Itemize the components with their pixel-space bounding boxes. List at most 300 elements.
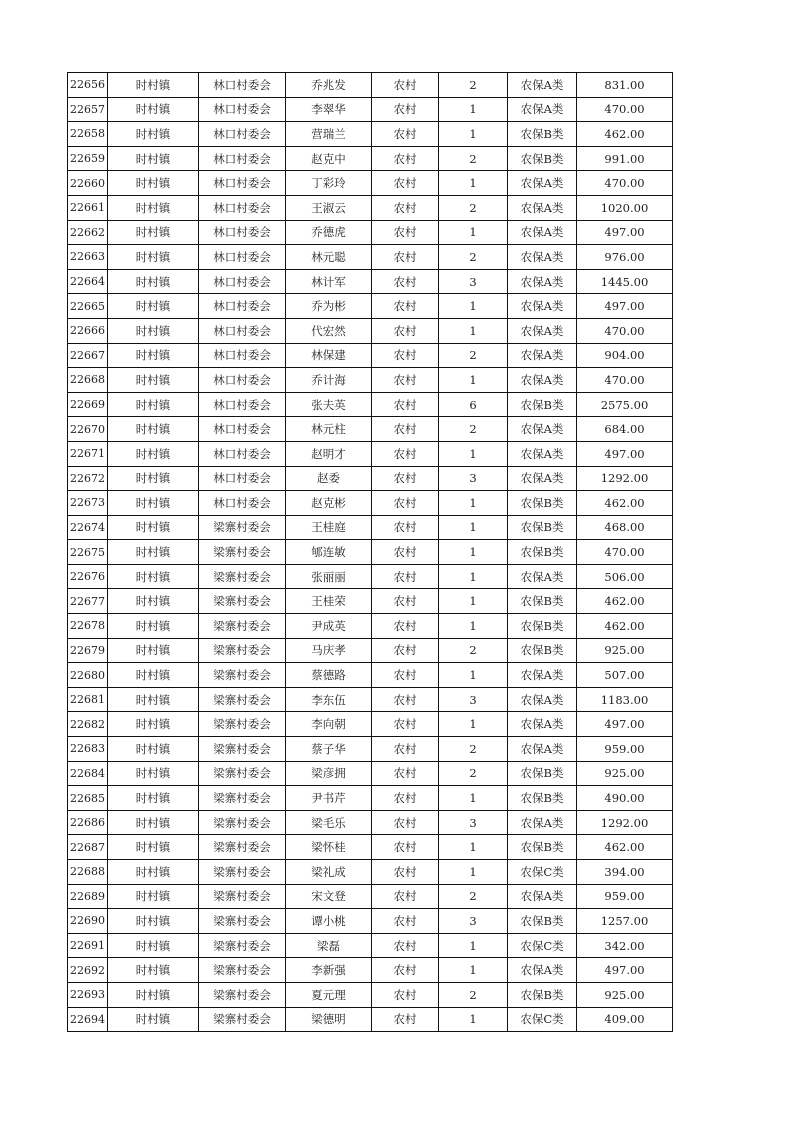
insurance-class-cell: 农保A类	[508, 220, 577, 245]
household-size-cell: 1	[439, 786, 508, 811]
household-size-cell: 2	[439, 245, 508, 270]
area-type-cell: 农村	[372, 417, 439, 442]
table-row	[68, 269, 673, 294]
record-id-cell: 22668	[68, 368, 108, 393]
record-id-cell: 22657	[68, 97, 108, 122]
insurance-class-cell: 农保C类	[508, 933, 577, 958]
amount-cell: 925.00	[577, 982, 673, 1007]
insurance-class-cell: 农保C类	[508, 860, 577, 885]
amount-cell: 1257.00	[577, 909, 673, 934]
record-id-cell: 22690	[68, 909, 108, 934]
insurance-class-cell: 农保A类	[508, 712, 577, 737]
town-cell: 时村镇	[108, 171, 199, 196]
insurance-class-cell: 农保B类	[508, 122, 577, 147]
table-row	[68, 958, 673, 983]
amount-cell: 507.00	[577, 663, 673, 688]
insurance-class-cell: 农保A类	[508, 417, 577, 442]
village-committee-cell: 梁寨村委会	[199, 515, 286, 540]
amount-cell: 976.00	[577, 245, 673, 270]
person-name-cell: 宋文登	[286, 884, 372, 909]
insurance-class-cell: 农保B类	[508, 146, 577, 171]
village-committee-cell: 林口村委会	[199, 73, 286, 98]
insurance-class-cell: 农保B类	[508, 786, 577, 811]
person-name-cell: 张丽丽	[286, 564, 372, 589]
town-cell: 时村镇	[108, 687, 199, 712]
record-id-cell: 22676	[68, 564, 108, 589]
town-cell: 时村镇	[108, 933, 199, 958]
table-row	[68, 441, 673, 466]
area-type-cell: 农村	[372, 1007, 439, 1032]
table-row	[68, 540, 673, 565]
amount-cell: 468.00	[577, 515, 673, 540]
record-id-cell: 22694	[68, 1007, 108, 1032]
area-type-cell: 农村	[372, 540, 439, 565]
table-row	[68, 982, 673, 1007]
area-type-cell: 农村	[372, 245, 439, 270]
amount-cell: 991.00	[577, 146, 673, 171]
record-id-cell: 22683	[68, 737, 108, 762]
area-type-cell: 农村	[372, 712, 439, 737]
village-committee-cell: 林口村委会	[199, 269, 286, 294]
village-committee-cell: 林口村委会	[199, 417, 286, 442]
village-committee-cell: 梁寨村委会	[199, 638, 286, 663]
record-id-cell: 22661	[68, 195, 108, 220]
person-name-cell: 赵克彬	[286, 491, 372, 516]
village-committee-cell: 梁寨村委会	[199, 835, 286, 860]
amount-cell: 497.00	[577, 220, 673, 245]
record-id-cell: 22691	[68, 933, 108, 958]
insurance-class-cell: 农保B类	[508, 515, 577, 540]
person-name-cell: 乔兆发	[286, 73, 372, 98]
village-committee-cell: 梁寨村委会	[199, 564, 286, 589]
village-committee-cell: 梁寨村委会	[199, 1007, 286, 1032]
table-row	[68, 146, 673, 171]
person-name-cell: 梁德明	[286, 1007, 372, 1032]
household-size-cell: 1	[439, 318, 508, 343]
record-id-cell: 22663	[68, 245, 108, 270]
record-id-cell: 22665	[68, 294, 108, 319]
village-committee-cell: 林口村委会	[199, 122, 286, 147]
household-size-cell: 1	[439, 835, 508, 860]
person-name-cell: 蔡子华	[286, 737, 372, 762]
household-size-cell: 1	[439, 97, 508, 122]
insurance-class-cell: 农保B类	[508, 491, 577, 516]
record-id-cell: 22692	[68, 958, 108, 983]
amount-cell: 959.00	[577, 737, 673, 762]
amount-cell: 342.00	[577, 933, 673, 958]
amount-cell: 1183.00	[577, 687, 673, 712]
person-name-cell: 王桂庭	[286, 515, 372, 540]
person-name-cell: 王淑云	[286, 195, 372, 220]
person-name-cell: 乔德虎	[286, 220, 372, 245]
table-row	[68, 614, 673, 639]
village-committee-cell: 林口村委会	[199, 97, 286, 122]
person-name-cell: 梁毛乐	[286, 810, 372, 835]
town-cell: 时村镇	[108, 441, 199, 466]
area-type-cell: 农村	[372, 687, 439, 712]
person-name-cell: 梁礼成	[286, 860, 372, 885]
household-size-cell: 2	[439, 737, 508, 762]
area-type-cell: 农村	[372, 269, 439, 294]
town-cell: 时村镇	[108, 786, 199, 811]
insurance-class-cell: 农保A类	[508, 269, 577, 294]
record-id-cell: 22684	[68, 761, 108, 786]
record-id-cell: 22682	[68, 712, 108, 737]
area-type-cell: 农村	[372, 515, 439, 540]
amount-cell: 684.00	[577, 417, 673, 442]
town-cell: 时村镇	[108, 73, 199, 98]
village-committee-cell: 梁寨村委会	[199, 589, 286, 614]
amount-cell: 959.00	[577, 884, 673, 909]
town-cell: 时村镇	[108, 368, 199, 393]
town-cell: 时村镇	[108, 195, 199, 220]
amount-cell: 925.00	[577, 761, 673, 786]
area-type-cell: 农村	[372, 909, 439, 934]
village-committee-cell: 梁寨村委会	[199, 687, 286, 712]
person-name-cell: 林元聪	[286, 245, 372, 270]
village-committee-cell: 梁寨村委会	[199, 884, 286, 909]
area-type-cell: 农村	[372, 441, 439, 466]
household-size-cell: 2	[439, 982, 508, 1007]
area-type-cell: 农村	[372, 491, 439, 516]
insurance-class-cell: 农保A类	[508, 245, 577, 270]
record-id-cell: 22675	[68, 540, 108, 565]
town-cell: 时村镇	[108, 343, 199, 368]
amount-cell: 925.00	[577, 638, 673, 663]
town-cell: 时村镇	[108, 638, 199, 663]
table-row	[68, 515, 673, 540]
village-committee-cell: 梁寨村委会	[199, 786, 286, 811]
person-name-cell: 李向朝	[286, 712, 372, 737]
record-id-cell: 22686	[68, 810, 108, 835]
amount-cell: 470.00	[577, 97, 673, 122]
village-committee-cell: 梁寨村委会	[199, 614, 286, 639]
village-committee-cell: 梁寨村委会	[199, 712, 286, 737]
household-size-cell: 1	[439, 663, 508, 688]
amount-cell: 394.00	[577, 860, 673, 885]
village-committee-cell: 林口村委会	[199, 466, 286, 491]
amount-cell: 904.00	[577, 343, 673, 368]
amount-cell: 831.00	[577, 73, 673, 98]
household-size-cell: 1	[439, 564, 508, 589]
area-type-cell: 农村	[372, 368, 439, 393]
town-cell: 时村镇	[108, 97, 199, 122]
insurance-class-cell: 农保A类	[508, 294, 577, 319]
record-id-cell: 22671	[68, 441, 108, 466]
table-row	[68, 737, 673, 762]
amount-cell: 506.00	[577, 564, 673, 589]
area-type-cell: 农村	[372, 761, 439, 786]
village-committee-cell: 林口村委会	[199, 245, 286, 270]
person-name-cell: 营瑞兰	[286, 122, 372, 147]
person-name-cell: 蔡德路	[286, 663, 372, 688]
household-size-cell: 1	[439, 540, 508, 565]
amount-cell: 462.00	[577, 835, 673, 860]
town-cell: 时村镇	[108, 761, 199, 786]
amount-cell: 470.00	[577, 368, 673, 393]
town-cell: 时村镇	[108, 835, 199, 860]
table-row	[68, 884, 673, 909]
area-type-cell: 农村	[372, 958, 439, 983]
insurance-class-cell: 农保C类	[508, 1007, 577, 1032]
record-id-cell: 22678	[68, 614, 108, 639]
table-row	[68, 712, 673, 737]
insurance-class-cell: 农保B类	[508, 540, 577, 565]
records-table	[67, 72, 673, 1032]
person-name-cell: 王桂荣	[286, 589, 372, 614]
village-committee-cell: 梁寨村委会	[199, 761, 286, 786]
person-name-cell: 代宏然	[286, 318, 372, 343]
insurance-class-cell: 农保A类	[508, 318, 577, 343]
household-size-cell: 2	[439, 761, 508, 786]
amount-cell: 1292.00	[577, 466, 673, 491]
village-committee-cell: 梁寨村委会	[199, 933, 286, 958]
area-type-cell: 农村	[372, 810, 439, 835]
village-committee-cell: 梁寨村委会	[199, 982, 286, 1007]
person-name-cell: 李翠华	[286, 97, 372, 122]
village-committee-cell: 林口村委会	[199, 318, 286, 343]
insurance-class-cell: 农保A类	[508, 958, 577, 983]
insurance-class-cell: 农保A类	[508, 687, 577, 712]
amount-cell: 470.00	[577, 318, 673, 343]
village-committee-cell: 林口村委会	[199, 171, 286, 196]
area-type-cell: 农村	[372, 786, 439, 811]
person-name-cell: 尹书芹	[286, 786, 372, 811]
table-row	[68, 786, 673, 811]
amount-cell: 462.00	[577, 122, 673, 147]
record-id-cell: 22664	[68, 269, 108, 294]
amount-cell: 497.00	[577, 712, 673, 737]
person-name-cell: 马庆孝	[286, 638, 372, 663]
household-size-cell: 2	[439, 884, 508, 909]
table-row	[68, 491, 673, 516]
table-row	[68, 589, 673, 614]
insurance-class-cell: 农保A类	[508, 810, 577, 835]
table-row	[68, 638, 673, 663]
area-type-cell: 农村	[372, 171, 439, 196]
table-row	[68, 171, 673, 196]
household-size-cell: 6	[439, 392, 508, 417]
village-committee-cell: 梁寨村委会	[199, 909, 286, 934]
town-cell: 时村镇	[108, 392, 199, 417]
amount-cell: 470.00	[577, 171, 673, 196]
household-size-cell: 3	[439, 269, 508, 294]
amount-cell: 462.00	[577, 491, 673, 516]
town-cell: 时村镇	[108, 737, 199, 762]
town-cell: 时村镇	[108, 515, 199, 540]
insurance-class-cell: 农保A类	[508, 97, 577, 122]
amount-cell: 409.00	[577, 1007, 673, 1032]
table-row	[68, 122, 673, 147]
household-size-cell: 1	[439, 958, 508, 983]
town-cell: 时村镇	[108, 491, 199, 516]
town-cell: 时村镇	[108, 1007, 199, 1032]
area-type-cell: 农村	[372, 614, 439, 639]
village-committee-cell: 林口村委会	[199, 343, 286, 368]
household-size-cell: 1	[439, 860, 508, 885]
record-id-cell: 22689	[68, 884, 108, 909]
table-row	[68, 835, 673, 860]
table-row	[68, 909, 673, 934]
table-row	[68, 663, 673, 688]
town-cell: 时村镇	[108, 417, 199, 442]
village-committee-cell: 林口村委会	[199, 195, 286, 220]
table-row	[68, 343, 673, 368]
person-name-cell: 夏元理	[286, 982, 372, 1007]
village-committee-cell: 梁寨村委会	[199, 540, 286, 565]
household-size-cell: 3	[439, 687, 508, 712]
table-row	[68, 318, 673, 343]
town-cell: 时村镇	[108, 540, 199, 565]
amount-cell: 2575.00	[577, 392, 673, 417]
town-cell: 时村镇	[108, 318, 199, 343]
household-size-cell: 1	[439, 294, 508, 319]
amount-cell: 1292.00	[577, 810, 673, 835]
household-size-cell: 1	[439, 171, 508, 196]
record-id-cell: 22688	[68, 860, 108, 885]
town-cell: 时村镇	[108, 712, 199, 737]
household-size-cell: 2	[439, 638, 508, 663]
insurance-class-cell: 农保A类	[508, 195, 577, 220]
table-row	[68, 687, 673, 712]
amount-cell: 490.00	[577, 786, 673, 811]
village-committee-cell: 林口村委会	[199, 392, 286, 417]
person-name-cell: 尹成英	[286, 614, 372, 639]
table-row	[68, 1007, 673, 1032]
person-name-cell: 李新强	[286, 958, 372, 983]
area-type-cell: 农村	[372, 220, 439, 245]
village-committee-cell: 梁寨村委会	[199, 663, 286, 688]
person-name-cell: 李东伍	[286, 687, 372, 712]
insurance-class-cell: 农保A类	[508, 171, 577, 196]
insurance-class-cell: 农保B类	[508, 982, 577, 1007]
table-row	[68, 294, 673, 319]
household-size-cell: 1	[439, 614, 508, 639]
village-committee-cell: 林口村委会	[199, 491, 286, 516]
person-name-cell: 梁彦拥	[286, 761, 372, 786]
record-id-cell: 22693	[68, 982, 108, 1007]
person-name-cell: 林保建	[286, 343, 372, 368]
record-id-cell: 22660	[68, 171, 108, 196]
record-id-cell: 22687	[68, 835, 108, 860]
household-size-cell: 1	[439, 122, 508, 147]
table-row	[68, 810, 673, 835]
record-id-cell: 22680	[68, 663, 108, 688]
town-cell: 时村镇	[108, 269, 199, 294]
table-row	[68, 466, 673, 491]
village-committee-cell: 林口村委会	[199, 441, 286, 466]
person-name-cell: 林计军	[286, 269, 372, 294]
table-row	[68, 220, 673, 245]
person-name-cell: 丁彩玲	[286, 171, 372, 196]
record-id-cell: 22669	[68, 392, 108, 417]
village-committee-cell: 梁寨村委会	[199, 810, 286, 835]
table-row	[68, 860, 673, 885]
town-cell: 时村镇	[108, 663, 199, 688]
household-size-cell: 3	[439, 466, 508, 491]
village-committee-cell: 林口村委会	[199, 368, 286, 393]
insurance-class-cell: 农保B类	[508, 392, 577, 417]
insurance-class-cell: 农保A类	[508, 884, 577, 909]
table-row	[68, 97, 673, 122]
table-row	[68, 933, 673, 958]
household-size-cell: 1	[439, 589, 508, 614]
record-id-cell: 22673	[68, 491, 108, 516]
insurance-class-cell: 农保A类	[508, 737, 577, 762]
area-type-cell: 农村	[372, 294, 439, 319]
insurance-class-cell: 农保A类	[508, 564, 577, 589]
table-row	[68, 73, 673, 98]
town-cell: 时村镇	[108, 220, 199, 245]
area-type-cell: 农村	[372, 97, 439, 122]
household-size-cell: 1	[439, 1007, 508, 1032]
household-size-cell: 1	[439, 220, 508, 245]
town-cell: 时村镇	[108, 294, 199, 319]
record-id-cell: 22658	[68, 122, 108, 147]
area-type-cell: 农村	[372, 146, 439, 171]
household-size-cell: 2	[439, 343, 508, 368]
insurance-class-cell: 农保B类	[508, 909, 577, 934]
table-row	[68, 564, 673, 589]
table-row	[68, 195, 673, 220]
insurance-class-cell: 农保B类	[508, 761, 577, 786]
record-id-cell: 22685	[68, 786, 108, 811]
record-id-cell: 22670	[68, 417, 108, 442]
amount-cell: 497.00	[577, 441, 673, 466]
town-cell: 时村镇	[108, 982, 199, 1007]
record-id-cell: 22679	[68, 638, 108, 663]
village-committee-cell: 梁寨村委会	[199, 958, 286, 983]
area-type-cell: 农村	[372, 564, 439, 589]
record-id-cell: 22677	[68, 589, 108, 614]
town-cell: 时村镇	[108, 589, 199, 614]
town-cell: 时村镇	[108, 245, 199, 270]
person-name-cell: 张夫英	[286, 392, 372, 417]
person-name-cell: 郇连敏	[286, 540, 372, 565]
amount-cell: 1445.00	[577, 269, 673, 294]
area-type-cell: 农村	[372, 195, 439, 220]
area-type-cell: 农村	[372, 982, 439, 1007]
area-type-cell: 农村	[372, 884, 439, 909]
village-committee-cell: 梁寨村委会	[199, 737, 286, 762]
amount-cell: 462.00	[577, 589, 673, 614]
town-cell: 时村镇	[108, 909, 199, 934]
insurance-class-cell: 农保A类	[508, 466, 577, 491]
area-type-cell: 农村	[372, 860, 439, 885]
insurance-class-cell: 农保B类	[508, 614, 577, 639]
record-id-cell: 22659	[68, 146, 108, 171]
table-row	[68, 245, 673, 270]
area-type-cell: 农村	[372, 466, 439, 491]
household-size-cell: 2	[439, 417, 508, 442]
village-committee-cell: 梁寨村委会	[199, 860, 286, 885]
record-id-cell: 22662	[68, 220, 108, 245]
household-size-cell: 1	[439, 933, 508, 958]
household-size-cell: 1	[439, 515, 508, 540]
person-name-cell: 乔计海	[286, 368, 372, 393]
town-cell: 时村镇	[108, 860, 199, 885]
person-name-cell: 乔为彬	[286, 294, 372, 319]
village-committee-cell: 林口村委会	[199, 294, 286, 319]
amount-cell: 497.00	[577, 294, 673, 319]
record-id-cell: 22672	[68, 466, 108, 491]
town-cell: 时村镇	[108, 564, 199, 589]
town-cell: 时村镇	[108, 466, 199, 491]
record-id-cell: 22674	[68, 515, 108, 540]
area-type-cell: 农村	[372, 73, 439, 98]
person-name-cell: 谭小桃	[286, 909, 372, 934]
table-row	[68, 368, 673, 393]
